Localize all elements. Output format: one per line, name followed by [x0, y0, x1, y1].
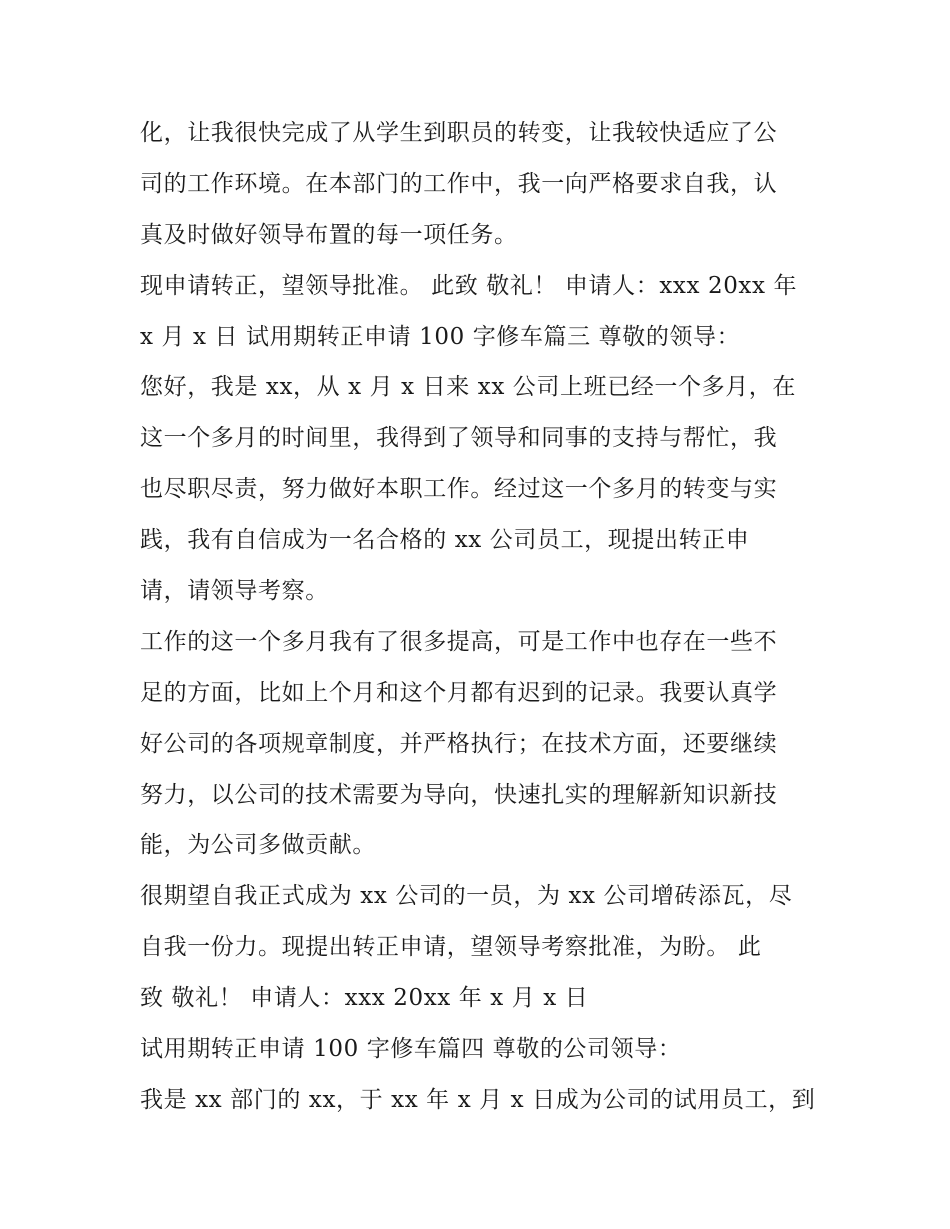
text-line: 请，请领导考察。: [140, 578, 329, 605]
text-line: 您好，我是 xx，从 x 月 x 日来 xx 公司上班已经一个多月，在: [140, 374, 797, 401]
text-line: 很期望自我正式成为 xx 公司的一员，为 xx 公司增砖添瓦，尽: [140, 883, 793, 910]
text-line: 工作的这一个多月我有了很多提高，可是工作中也存在一些不: [140, 628, 778, 655]
text-line: 努力，以公司的技术需要为导向，快速扎实的理解新知识新技: [140, 781, 778, 808]
text-line: 真及时做好领导布置的每一项任务。: [140, 221, 518, 248]
document-page: [140, 108, 820, 1126]
text-line: 现申请转正，望领导批准。 此致 敬礼！ 申请人：xxx 20xx 年: [140, 272, 798, 299]
text-line: 这一个多月的时间里，我得到了领导和同事的支持与帮忙，我: [140, 425, 778, 452]
text-line: 能，为公司多做贡献。: [140, 832, 376, 859]
text-line: 致 敬礼！ 申请人：xxx 20xx 年 x 月 x 日: [140, 985, 589, 1012]
text-line: 司的工作环境。在本部门的工作中，我一向严格要求自我，认: [140, 170, 778, 197]
text-line: 试用期转正申请 100 字修车篇四 尊敬的公司领导：: [140, 1036, 682, 1063]
text-line: 践，我有自信成为一名合格的 xx 公司员工，现提出转正申: [140, 527, 750, 554]
text-line: 自我一份力。现提出转正申请，望领导考察批准，为盼。 此: [140, 934, 762, 961]
text-line: 也尽职尽责，努力做好本职工作。经过这一个多月的转变与实: [140, 476, 778, 503]
text-line: x 月 x 日 试用期转正申请 100 字修车篇三 尊敬的领导：: [140, 323, 741, 350]
text-line: 好公司的各项规章制度，并严格执行；在技术方面，还要继续: [140, 730, 778, 757]
text-line: 化，让我很快完成了从学生到职员的转变，让我较快适应了公: [140, 120, 778, 146]
text-line: 我是 xx 部门的 xx，于 xx 年 x 月 x 日成为公司的试用员工，到: [140, 1086, 816, 1113]
text-line: 足的方面，比如上个月和这个月都有迟到的记录。我要认真学: [140, 679, 778, 706]
